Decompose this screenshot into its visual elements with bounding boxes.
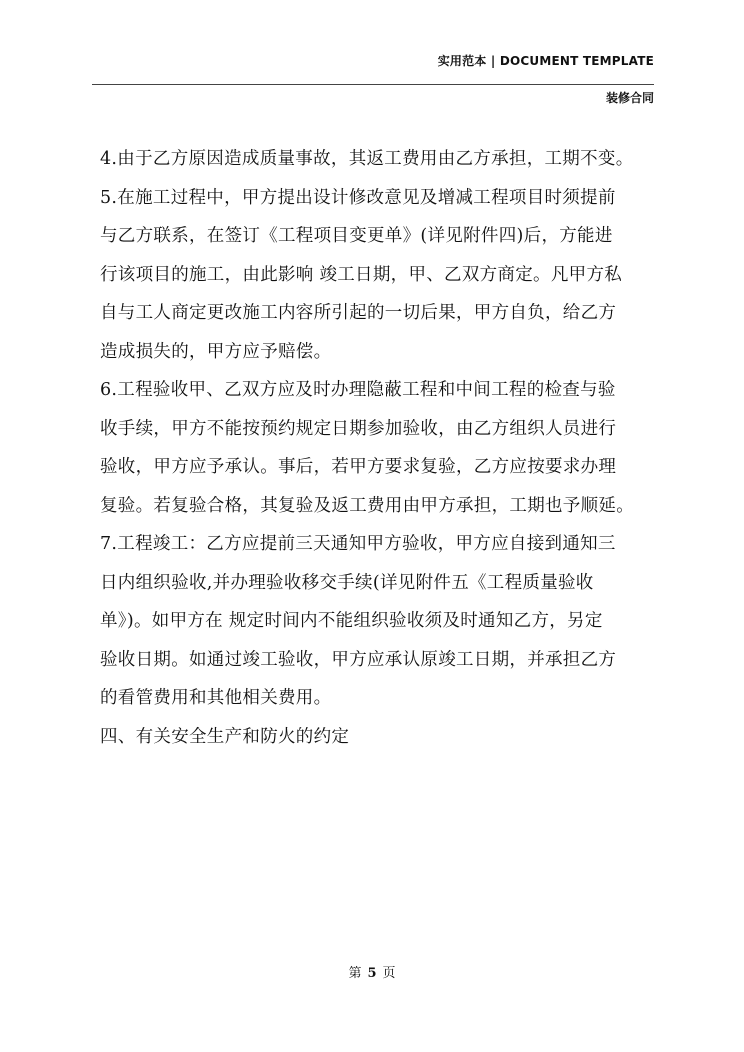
section-heading: 四、有关安全生产和防火的约定 <box>100 726 350 747</box>
body-line: 验收日期。如通过竣工验收，甲方应承认原竣工日期，并承担乙方 <box>100 649 617 670</box>
body-line: 4.由于乙方原因造成质量事故，其返工费用由乙方承担，工期不变。 <box>100 149 634 169</box>
body-line: 行该项目的施工，由此影响 竣工日期，甲、乙双方商定。凡甲方私 <box>100 264 623 285</box>
document-body <box>100 140 660 756</box>
body-line: 与乙方联系，在签订《工程项目变更单》(详见附件四)后，方能进 <box>100 226 613 246</box>
page-footer <box>0 962 744 981</box>
body-line: 造成损失的，甲方应予赔偿。 <box>100 341 332 362</box>
body-line: 5.在施工过程中，甲方提出设计修改意见及增减工程项目时须提前 <box>100 187 616 208</box>
footer-prefix: 第 <box>348 966 362 981</box>
body-line: 收手续，甲方不能按预约规定日期参加验收，由乙方组织人员进行 <box>100 418 617 439</box>
body-line: 验收，甲方应予承认。事后，若甲方要求复验，乙方应按要求办理 <box>100 457 617 477</box>
header-subtitle: 装修合同 <box>605 91 654 105</box>
footer-suffix: 页 <box>382 966 396 981</box>
body-line: 日内组织验收,并办理验收移交手续(详见附件五《工程质量验收 <box>100 572 594 593</box>
body-line: 自与工人商定更改施工内容所引起的一切后果，甲方自负，给乙方 <box>100 303 617 323</box>
body-line: 7.工程竣工：乙方应提前三天通知甲方验收，甲方应自接到通知三 <box>100 534 616 554</box>
header-divider <box>92 84 654 85</box>
body-line: 单》)。如甲方在 规定时间内不能组织验收须及时通知乙方，另定 <box>100 611 603 631</box>
body-line: 复验。若复验合格，其复验及返工费用由甲方承担，工期也予顺延。 <box>100 495 634 516</box>
body-line: 6.工程验收甲、乙双方应及时办理隐蔽工程和中间工程的检查与验 <box>100 380 616 400</box>
body-line: 的看管费用和其他相关费用。 <box>100 688 332 708</box>
page-number: 5 <box>367 966 377 981</box>
header-title: 实用范本 | DOCUMENT TEMPLATE <box>437 54 654 68</box>
